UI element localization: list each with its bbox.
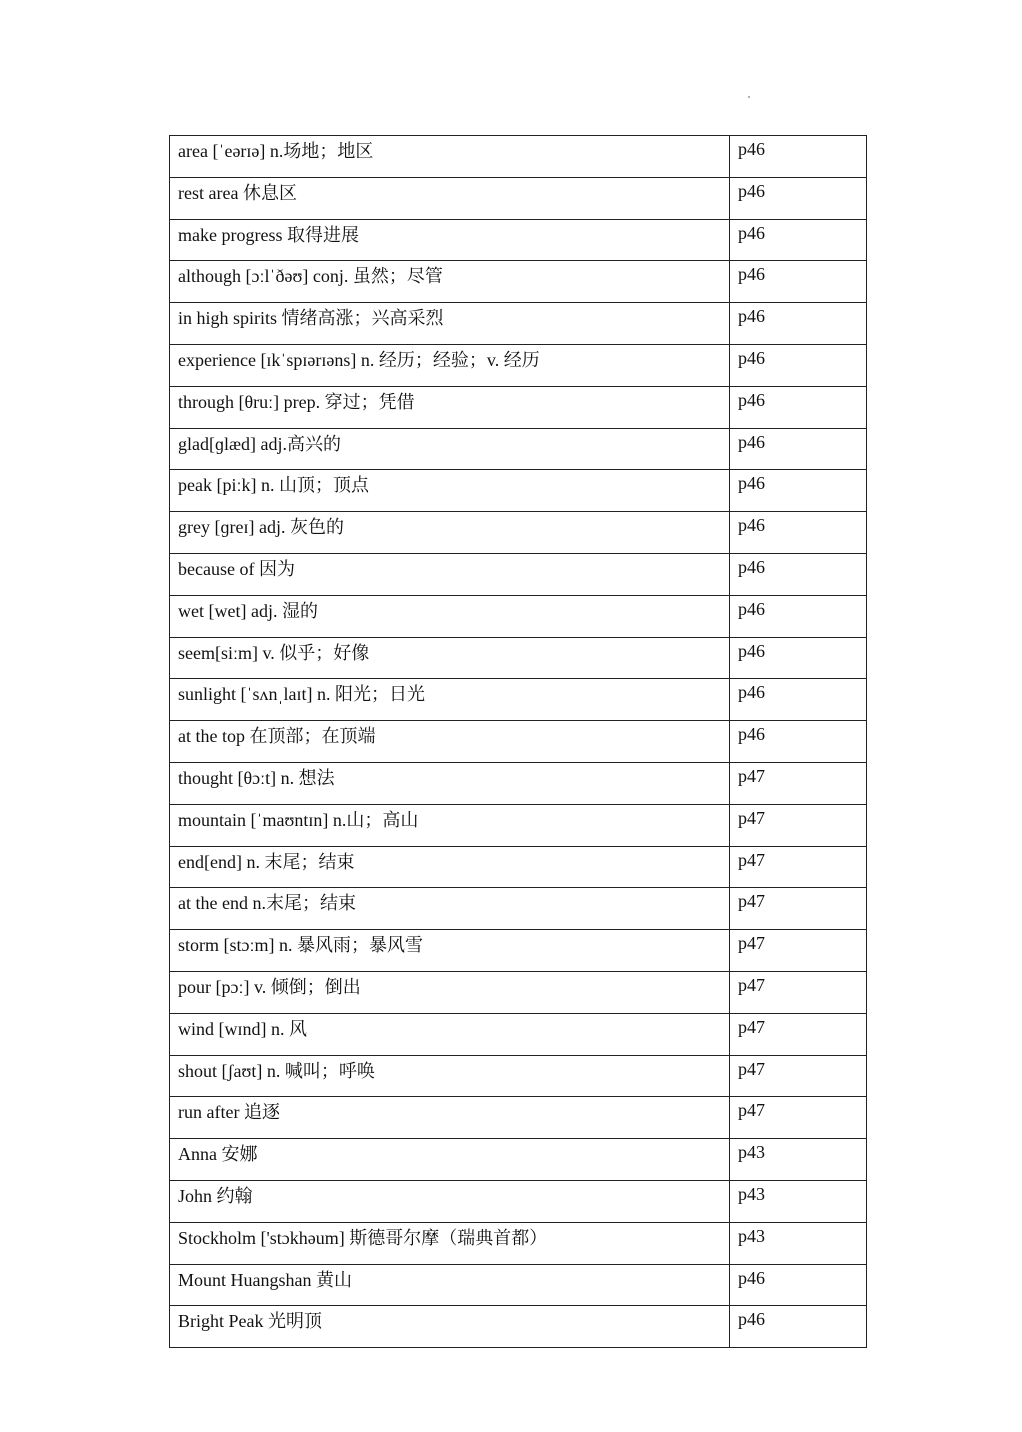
table-row <box>170 1180 867 1222</box>
table-row <box>170 344 867 386</box>
table-row <box>170 762 867 804</box>
table-row <box>170 637 867 679</box>
page-reference: p47 <box>730 888 867 930</box>
word-entry: at the top 在顶部；在顶端 <box>170 721 730 763</box>
table-row <box>170 1139 867 1181</box>
table-row <box>170 470 867 512</box>
page-reference: p46 <box>730 428 867 470</box>
table-row <box>170 971 867 1013</box>
word-entry: peak [piːk] n. 山顶；顶点 <box>170 470 730 512</box>
page-reference: p46 <box>730 386 867 428</box>
page-reference: p47 <box>730 971 867 1013</box>
table-row <box>170 595 867 637</box>
word-entry: storm [stɔːm] n. 暴风雨；暴风雪 <box>170 930 730 972</box>
page-reference: p46 <box>730 721 867 763</box>
table-row <box>170 846 867 888</box>
table-row <box>170 1013 867 1055</box>
table-row <box>170 930 867 972</box>
page-reference: p47 <box>730 1055 867 1097</box>
word-entry: Anna 安娜 <box>170 1139 730 1181</box>
word-entry: run after 追逐 <box>170 1097 730 1139</box>
table-row <box>170 679 867 721</box>
page-reference: p46 <box>730 219 867 261</box>
word-entry: experience [ɪkˈspɪərɪəns] n. 经历；经验；v. 经历 <box>170 344 730 386</box>
table-row <box>170 1222 867 1264</box>
table-row <box>170 261 867 303</box>
word-entry: because of 因为 <box>170 553 730 595</box>
word-entry: glad[ɡlæd] adj.高兴的 <box>170 428 730 470</box>
word-entry: rest area 休息区 <box>170 177 730 219</box>
page-reference: p47 <box>730 930 867 972</box>
page-reference: p47 <box>730 804 867 846</box>
page-reference: p46 <box>730 1264 867 1306</box>
word-entry: mountain [ˈmaʊntɪn] n.山；高山 <box>170 804 730 846</box>
page-reference: p46 <box>730 1306 867 1348</box>
page-reference: p46 <box>730 303 867 345</box>
page-reference: p47 <box>730 846 867 888</box>
table-row <box>170 804 867 846</box>
table-row <box>170 512 867 554</box>
page-reference: p43 <box>730 1222 867 1264</box>
word-entry: wind [wɪnd] n. 风 <box>170 1013 730 1055</box>
table-row <box>170 386 867 428</box>
page-reference: p46 <box>730 136 867 178</box>
table-row <box>170 428 867 470</box>
table-row <box>170 136 867 178</box>
page-reference: p46 <box>730 637 867 679</box>
vocabulary-table <box>169 135 867 1348</box>
word-entry: seem[siːm] v. 似乎；好像 <box>170 637 730 679</box>
word-entry: shout [ʃaʊt] n. 喊叫；呼唤 <box>170 1055 730 1097</box>
page-reference: p43 <box>730 1180 867 1222</box>
table-row <box>170 219 867 261</box>
page-reference: p47 <box>730 762 867 804</box>
word-entry: area [ˈeərɪə] n.场地；地区 <box>170 136 730 178</box>
page-dot-mark <box>748 96 750 98</box>
word-entry: thought [θɔːt] n. 想法 <box>170 762 730 804</box>
table-row <box>170 177 867 219</box>
table-row <box>170 1055 867 1097</box>
word-entry: make progress 取得进展 <box>170 219 730 261</box>
word-entry: end[end] n. 末尾；结束 <box>170 846 730 888</box>
word-entry: Bright Peak 光明顶 <box>170 1306 730 1348</box>
word-entry: through [θruː] prep. 穿过；凭借 <box>170 386 730 428</box>
page-reference: p47 <box>730 1097 867 1139</box>
page-reference: p46 <box>730 177 867 219</box>
word-entry: Mount Huangshan 黄山 <box>170 1264 730 1306</box>
word-entry: pour [pɔː] v. 倾倒；倒出 <box>170 971 730 1013</box>
page-reference: p47 <box>730 1013 867 1055</box>
page-reference: p46 <box>730 470 867 512</box>
word-entry: wet [wet] adj. 湿的 <box>170 595 730 637</box>
page-reference: p46 <box>730 679 867 721</box>
table-row <box>170 888 867 930</box>
table-row <box>170 1097 867 1139</box>
table-row <box>170 303 867 345</box>
word-entry: sunlight [ˈsʌnˌlaɪt] n. 阳光；日光 <box>170 679 730 721</box>
table-row <box>170 553 867 595</box>
word-entry: Stockholm ['stɔkhəum] 斯德哥尔摩（瑞典首都） <box>170 1222 730 1264</box>
word-entry: although [ɔːlˈðəʊ] conj. 虽然；尽管 <box>170 261 730 303</box>
table-row <box>170 1306 867 1348</box>
table-row <box>170 1264 867 1306</box>
word-entry: at the end n.末尾；结束 <box>170 888 730 930</box>
table-row <box>170 721 867 763</box>
page-reference: p46 <box>730 344 867 386</box>
word-entry: in high spirits 情绪高涨；兴高采烈 <box>170 303 730 345</box>
page-reference: p46 <box>730 261 867 303</box>
word-entry: John 约翰 <box>170 1180 730 1222</box>
page-reference: p46 <box>730 595 867 637</box>
page-reference: p46 <box>730 512 867 554</box>
word-entry: grey [ɡreɪ] adj. 灰色的 <box>170 512 730 554</box>
page-reference: p43 <box>730 1139 867 1181</box>
page-reference: p46 <box>730 553 867 595</box>
